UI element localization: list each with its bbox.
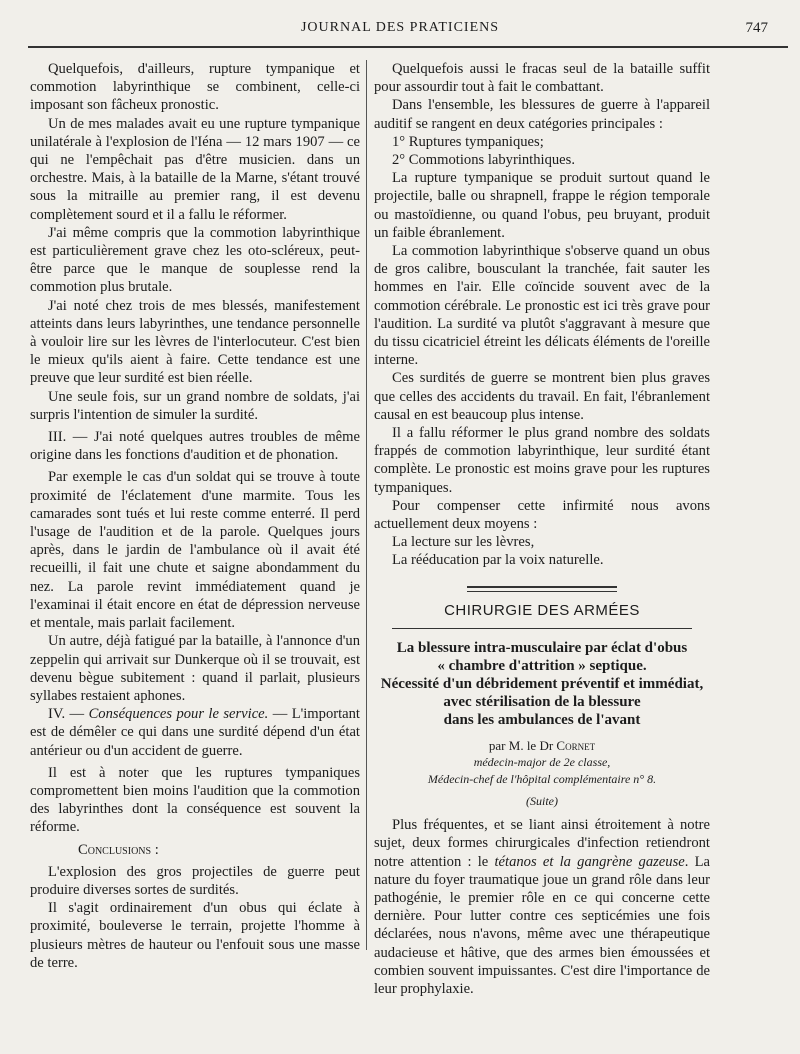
- paragraph: [374, 816, 710, 998]
- left-column: [30, 60, 360, 972]
- list-item: 2° Commotions labyrinthiques.: [392, 152, 575, 169]
- paragraph: La rupture tympanique se produit surtout quand le projectile, balle ou shrapnell, frappe le région temporale ou mastoïdienne, ou quand l'obus, peu bruyant, produit un faible ébranlement.: [374, 170, 710, 241]
- italic-term: tétanos et la gangrène gazeuse: [494, 853, 685, 870]
- paragraph: Il a fallu réformer le plus grand nombre des soldats frappés de commotion labyrinthique, leur surdité étant complète. Le pronostic est moins grave pour les ruptures tympaniques.: [374, 425, 710, 496]
- paragraph: Quelquefois, d'ailleurs, rupture tympanique et commotion labyrinthique se combinent, celle-ci imposant son fâcheux pronostic.: [30, 61, 360, 114]
- header-rule: [28, 46, 788, 48]
- section-title: CHIRURGIE DES ARMÉES: [444, 601, 640, 619]
- paragraph: La commotion labyrinthique s'observe quand un obus de gros calibre, bousculant la tranchée, fait sauter les hommes en l'air. Elle coïncide souvent avec de la commotion cérébrale. Le pronostic est ici très grave pour l'audition. La surdité va plutôt s'aggravant à mesure que du tissu cicatriciel étreint les délicats éléments de l'oreille interne.: [374, 243, 710, 369]
- article-title-line: La blessure intra-musculaire par éclat d'obus: [396, 639, 688, 656]
- section-rule: [392, 628, 692, 629]
- paragraph: J'ai noté chez trois de mes blessés, manifestement atteints dans leurs labyrinthes, une tendance personnelle à vouloir lire sur les lèvres de l'interlocuteur. C'est bien le mieux qu'ils aient à faire. Cette tendance est une preuve que leur surdité est bien réelle.: [30, 297, 360, 387]
- list-item: 1° Ruptures tympaniques;: [392, 133, 544, 150]
- article-title: [374, 639, 710, 729]
- paragraph: Une seule fois, sur un grand nombre de soldats, j'ai surpris l'intention de simuler la surdité.: [30, 388, 360, 423]
- paragraph: L'explosion des gros projectiles de guerre peut produire diverses sortes de surdités.: [30, 863, 360, 898]
- byline-prefix: par M. le Dr: [488, 737, 557, 753]
- journal-title: JOURNAL DES PRATICIENS: [300, 20, 500, 35]
- article-title-line: Nécessité d'un débridement préventif et immédiat,: [380, 675, 704, 692]
- paragraph: III. — J'ai noté quelques autres troubles de même origine dans les fonctions d'audition et de phonation.: [30, 429, 360, 464]
- list-item: La lecture sur les lèvres,: [392, 534, 535, 551]
- paragraph: Il est à noter que les ruptures tympaniques compromettent bien moins l'audition que la commotion des labyrinthes dont la conséquence est souvent la réforme.: [30, 764, 360, 836]
- section-separator: [467, 586, 617, 592]
- author-name: Cornet: [556, 737, 596, 753]
- author-affiliation: Médecin-chef de l'hôpital complémentaire n° 8.: [427, 771, 657, 786]
- conclusions-heading: Conclusions :: [78, 841, 159, 858]
- running-header: [28, 20, 772, 42]
- author-byline: [374, 737, 710, 754]
- paragraph: Quelquefois aussi le fracas seul de la bataille suffit pour assourdir tout à fait le combattant.: [374, 61, 710, 96]
- paragraph: Dans l'ensemble, les blessures de guerre à l'appareil auditif se rangent en deux catégories principales :: [374, 97, 710, 132]
- article-title-line: dans les ambulances de l'avant: [443, 711, 641, 728]
- paragraph: Ces surdités de guerre se montrent bien plus graves que celles des accidents du travail. En fait, l'ébranlement causal en est beaucoup plus intense.: [374, 370, 710, 423]
- paragraph: Un de mes malades avait eu une rupture tympanique unilatérale à l'explosion de l'Iéna — 12 mars 1907 — ce qui ne l'empêchait pas d'être musicien. dans un orchestre. Mais, à la bataille de la Marne, s'étant trouvé sous la mitraille au premier rang, il est devenu complètement sourd et il a fallu le réformer.: [30, 115, 360, 223]
- author-role: médecin-major de 2e classe,: [473, 754, 611, 769]
- italic-heading: Conséquences pour le service.: [88, 706, 269, 723]
- paragraph-text: Plus fréquentes, et se liant ainsi étroitement à notre sujet, deux formes chirurgicales d'infection retiendront notre attention : le: [374, 817, 710, 870]
- article-title-line: avec stérilisation de la blessure: [443, 693, 641, 710]
- paragraph: Il s'agit ordinairement d'un obus qui éclate à proximité, bouleverse le terrain, projette l'homme à plusieurs mètres de hauteur ou l'enfouit sous une masse de terre.: [30, 900, 360, 971]
- article-title-line: « chambre d'attrition » septique.: [437, 657, 647, 674]
- paragraph: Un autre, déjà fatigué par la bataille, à l'annonce d'un zeppelin qui arrivait sur Dunkerque où il se trouvait, est devenu bègue subitement : quand il parlait, plusieurs syllabes restaient aphones.: [30, 633, 360, 704]
- paragraph-text: . La nature du foyer traumatique joue un grand rôle dans leur pathogénie, le premier rôle en ce qui concerne cette dernière. Pour lutter contre ces septicémies une fois déclarées, nous n'avons, même avec une thérapeutique audacieuse et hâtive, que des armes bien émoussées et combien souvent impuissantes. C'est dire l'importance de leur prophylaxie.: [374, 853, 710, 997]
- paragraph: J'ai même compris que la commotion labyrinthique est particulièrement grave chez les oto-scléreux, peut-être parce que le manque de souplesse rend la commotion plus brutale.: [30, 224, 360, 296]
- paragraph: [30, 705, 360, 760]
- paragraph: Pour compenser cette infirmité nous avons actuellement deux moyens :: [374, 497, 710, 533]
- column-divider: [366, 60, 367, 950]
- list-item: La rééducation par la voix naturelle.: [392, 552, 604, 569]
- right-column: [374, 60, 710, 998]
- paragraph-text: — L'important est de démêler ce qui dans une surdité dépend d'un état antérieur ou d'un accident de guerre.: [30, 706, 360, 759]
- page-number: 747: [745, 20, 768, 36]
- section-numeral: IV. —: [48, 706, 89, 723]
- continued-note: (Suite): [526, 793, 558, 808]
- paragraph: Par exemple le cas d'un soldat qui se trouve à toute proximité de l'éclatement d'une marmite. Tous les camarades sont tués et lui reste comme enterré. Il perd l'usage de l'audition et de la parole. Quelques jours après, dans le jardin de l'ambulance où il avait été recueilli, il fait une chute et saigne abondamment du nez. La parole revint immédiatement quand je l'examinai il était encore en état de dépression nerveuse et mentale, mais parlait facilement.: [30, 469, 360, 632]
